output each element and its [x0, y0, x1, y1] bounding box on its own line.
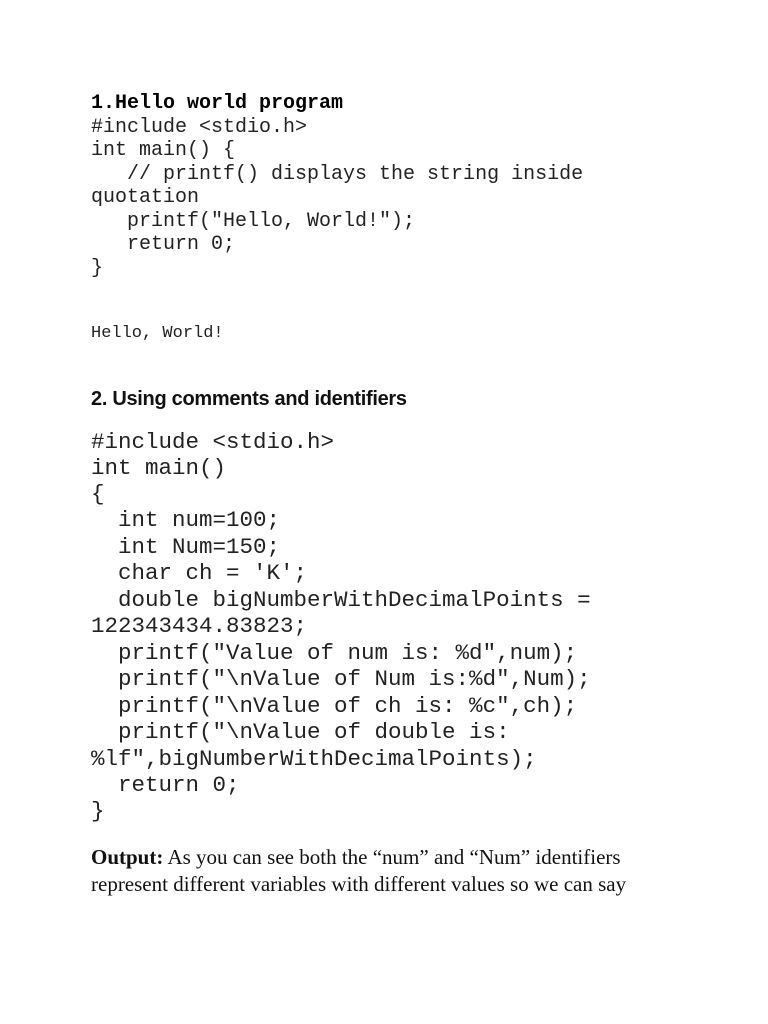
- code-line: char ch = 'K';: [91, 560, 308, 586]
- section-1-title: 1.Hello world program: [91, 92, 344, 115]
- output-line: [91, 847, 621, 868]
- code-line: int main(): [91, 455, 227, 481]
- code-line: #include <stdio.h>: [91, 429, 335, 455]
- code-line: 122343434.83823;: [91, 613, 308, 639]
- code-line: int num=100;: [91, 507, 281, 533]
- code-line: printf("Value of num is: %d",num);: [91, 640, 578, 666]
- output-label: Output:: [91, 845, 164, 869]
- code-line: int main() {: [91, 139, 236, 162]
- code-line: printf("\nValue of ch is: %c",ch);: [91, 693, 578, 719]
- code-line: double bigNumberWithDecimalPoints =: [91, 587, 591, 613]
- code-line: {: [91, 481, 105, 507]
- code-line: return 0;: [91, 233, 236, 256]
- code-line: #include <stdio.h>: [91, 116, 308, 139]
- code-line: %lf",bigNumberWithDecimalPoints);: [91, 746, 537, 772]
- program-output-1: Hello, World!: [91, 324, 224, 343]
- output-text: As you can see both the “num” and “Num” identifiers: [163, 845, 621, 869]
- code-line: printf("Hello, World!");: [91, 210, 416, 233]
- code-line: // printf() displays the string inside: [91, 163, 584, 186]
- code-line: }: [91, 257, 104, 280]
- output-line: represent different variables with different values so we can say: [91, 872, 627, 896]
- section-2-title: 2. Using comments and identifiers: [91, 388, 407, 410]
- code-line: }: [91, 798, 105, 824]
- code-line: printf("\nValue of Num is:%d",Num);: [91, 666, 591, 692]
- code-line: return 0;: [91, 772, 240, 798]
- code-line: quotation: [91, 186, 200, 209]
- code-line: printf("\nValue of double is:: [91, 719, 510, 745]
- code-line: int Num=150;: [91, 534, 281, 560]
